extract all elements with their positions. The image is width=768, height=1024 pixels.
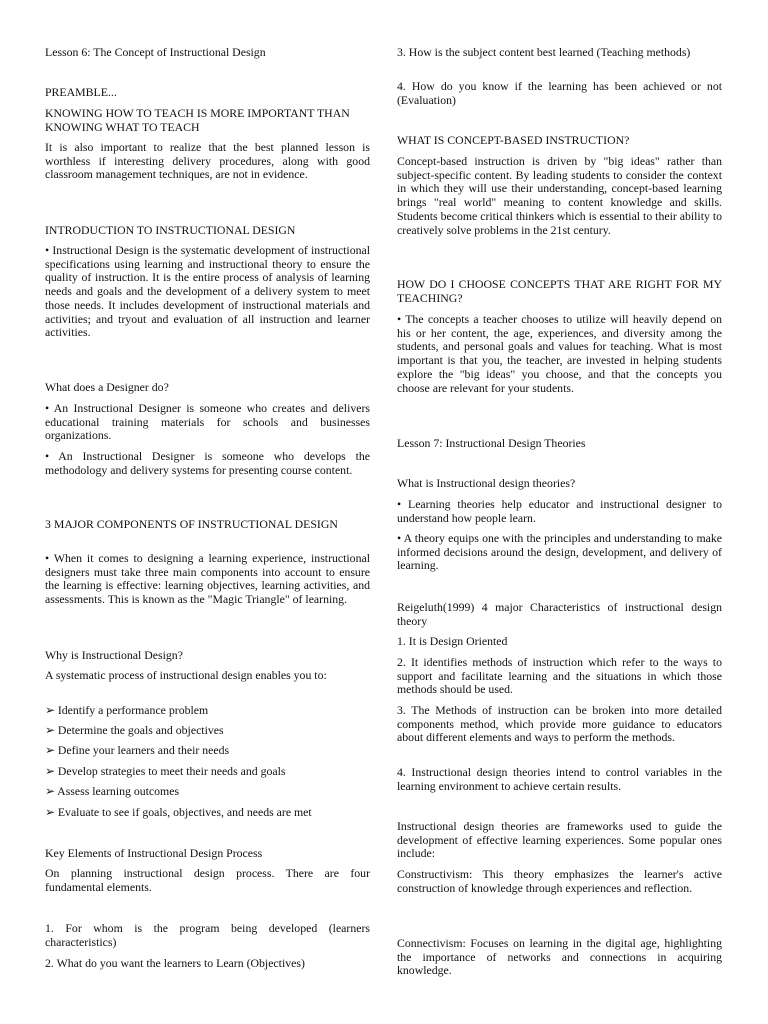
- lesson-7-title: Lesson 7: Instructional Design Theories: [397, 436, 586, 450]
- characteristic-1: 1. It is Design Oriented: [397, 634, 508, 648]
- components-heading: 3 MAJOR COMPONENTS OF INSTRUCTIONAL DESIGN: [45, 517, 338, 531]
- theories-heading: What is Instructional design theories?: [397, 476, 576, 490]
- connectivism-paragraph: Connectivism: Focuses on learning in the digital age, highlighting the importance of networks and connections in acquiring knowledge.: [397, 936, 722, 978]
- why-list-item: ➢ Assess learning outcomes: [45, 784, 180, 798]
- lesson-6-title: Lesson 6: The Concept of Instructional Design: [45, 45, 266, 59]
- why-list-item: ➢ Determine the goals and objectives: [45, 723, 224, 737]
- characteristic-2: 2. It identifies methods of instruction which refer to the ways to support and facilitate learning and the situations in which those methods should be used.: [397, 655, 722, 697]
- choose-concepts-heading: HOW DO I CHOOSE CONCEPTS THAT ARE RIGHT FOR MY TEACHING?: [397, 277, 722, 305]
- designer-bullet-1: • An Instructional Designer is someone who creates and delivers educational training materials for schools and businesses organizations.: [45, 401, 370, 443]
- element-2: 2. What do you want the learners to Learn (Objectives): [45, 956, 305, 970]
- why-list-item: ➢ Evaluate to see if goals, objectives, and needs are met: [45, 805, 312, 819]
- why-list-item: ➢ Identify a performance problem: [45, 703, 209, 717]
- frameworks-paragraph: Instructional design theories are frameworks used to guide the development of effective learning experiences. Some popular ones include:: [397, 819, 722, 861]
- intro-heading: INTRODUCTION TO INSTRUCTIONAL DESIGN: [45, 223, 296, 237]
- why-paragraph: A systematic process of instructional design enables you to:: [45, 668, 327, 682]
- characteristic-4: 4. Instructional design theories intend to control variables in the learning environment to achieve certain results.: [397, 765, 722, 793]
- why-heading: Why is Instructional Design?: [45, 648, 183, 662]
- key-elements-heading: Key Elements of Instructional Design Process: [45, 846, 263, 860]
- designer-bullet-2: • An Instructional Designer is someone who develops the methodology and delivery systems for presenting course content.: [45, 449, 370, 477]
- knowing-heading: KNOWING HOW TO TEACH IS MORE IMPORTANT THAN KNOWING WHAT TO TEACH: [45, 106, 350, 134]
- choose-concepts-paragraph: • The concepts a teacher chooses to utilize will heavily depend on his or her content, the age, experiences, and diversity among the students, and personal goals and values for teaching. What is most important is that you, the teacher, are invested in helping students explore the "big ideas" you choose, and that the concepts you choose are relevant for your students.: [397, 312, 722, 395]
- preamble-paragraph: It is also important to realize that the best planned lesson is worthless if interesting delivery procedures, along with good classroom management techniques, are not in evidence.: [45, 140, 370, 182]
- reigeluth-heading: Reigeluth(1999) 4 major Characteristics of instructional design theory: [397, 600, 722, 628]
- constructivism-paragraph: Constructivism: This theory emphasizes the learner's active construction of knowledge through experiences and reflection.: [397, 867, 722, 895]
- element-1: 1. For whom is the program being developed (learners characteristics): [45, 921, 370, 949]
- why-list-item: ➢ Define your learners and their needs: [45, 743, 230, 757]
- key-elements-paragraph: On planning instructional design process. There are four fundamental elements.: [45, 866, 370, 894]
- concept-based-paragraph: Concept-based instruction is driven by "big ideas" rather than subject-specific content. By leading students to consider the context in which they will use their understanding, concept-based learning brings "real world" meaning to content knowledge and skills. Students become critical thinkers which is essential to their ability to creatively solve problems in the 21st century.: [397, 154, 722, 237]
- components-paragraph: • When it comes to designing a learning experience, instructional designers must take three main components into account to ensure the learning is effective: learning objectives, learning activities, and assessments. This is known as the "Magic Triangle" of learning.: [45, 551, 370, 607]
- characteristic-3: 3. The Methods of instruction can be broken into more detailed components method, which provide more guidance to educators about different elements and ways to perform the methods.: [397, 703, 722, 745]
- theories-bullet-2: • A theory equips one with the principles and understanding to make informed decisions around the design, development, and delivery of learning.: [397, 531, 722, 573]
- element-4: 4. How do you know if the learning has been achieved or not (Evaluation): [397, 79, 722, 107]
- why-list-item: ➢ Develop strategies to meet their needs and goals: [45, 764, 286, 778]
- concept-based-heading: WHAT IS CONCEPT-BASED INSTRUCTION?: [397, 133, 630, 147]
- preamble-heading: PREAMBLE...: [45, 85, 117, 99]
- element-3: 3. How is the subject content best learned (Teaching methods): [397, 45, 691, 59]
- intro-paragraph: • Instructional Design is the systematic development of instructional specifications using learning and instructional theory to ensure the quality of instruction. It is the entire process of analysis of learning needs and goals and the development of a delivery system to meet those needs. It includes development of instructional materials and activities; and tryout and evaluation of all instruction and learner activities.: [45, 243, 370, 340]
- theories-bullet-1: • Learning theories help educator and instructional designer to understand how people learn.: [397, 497, 722, 525]
- designer-heading: What does a Designer do?: [45, 380, 169, 394]
